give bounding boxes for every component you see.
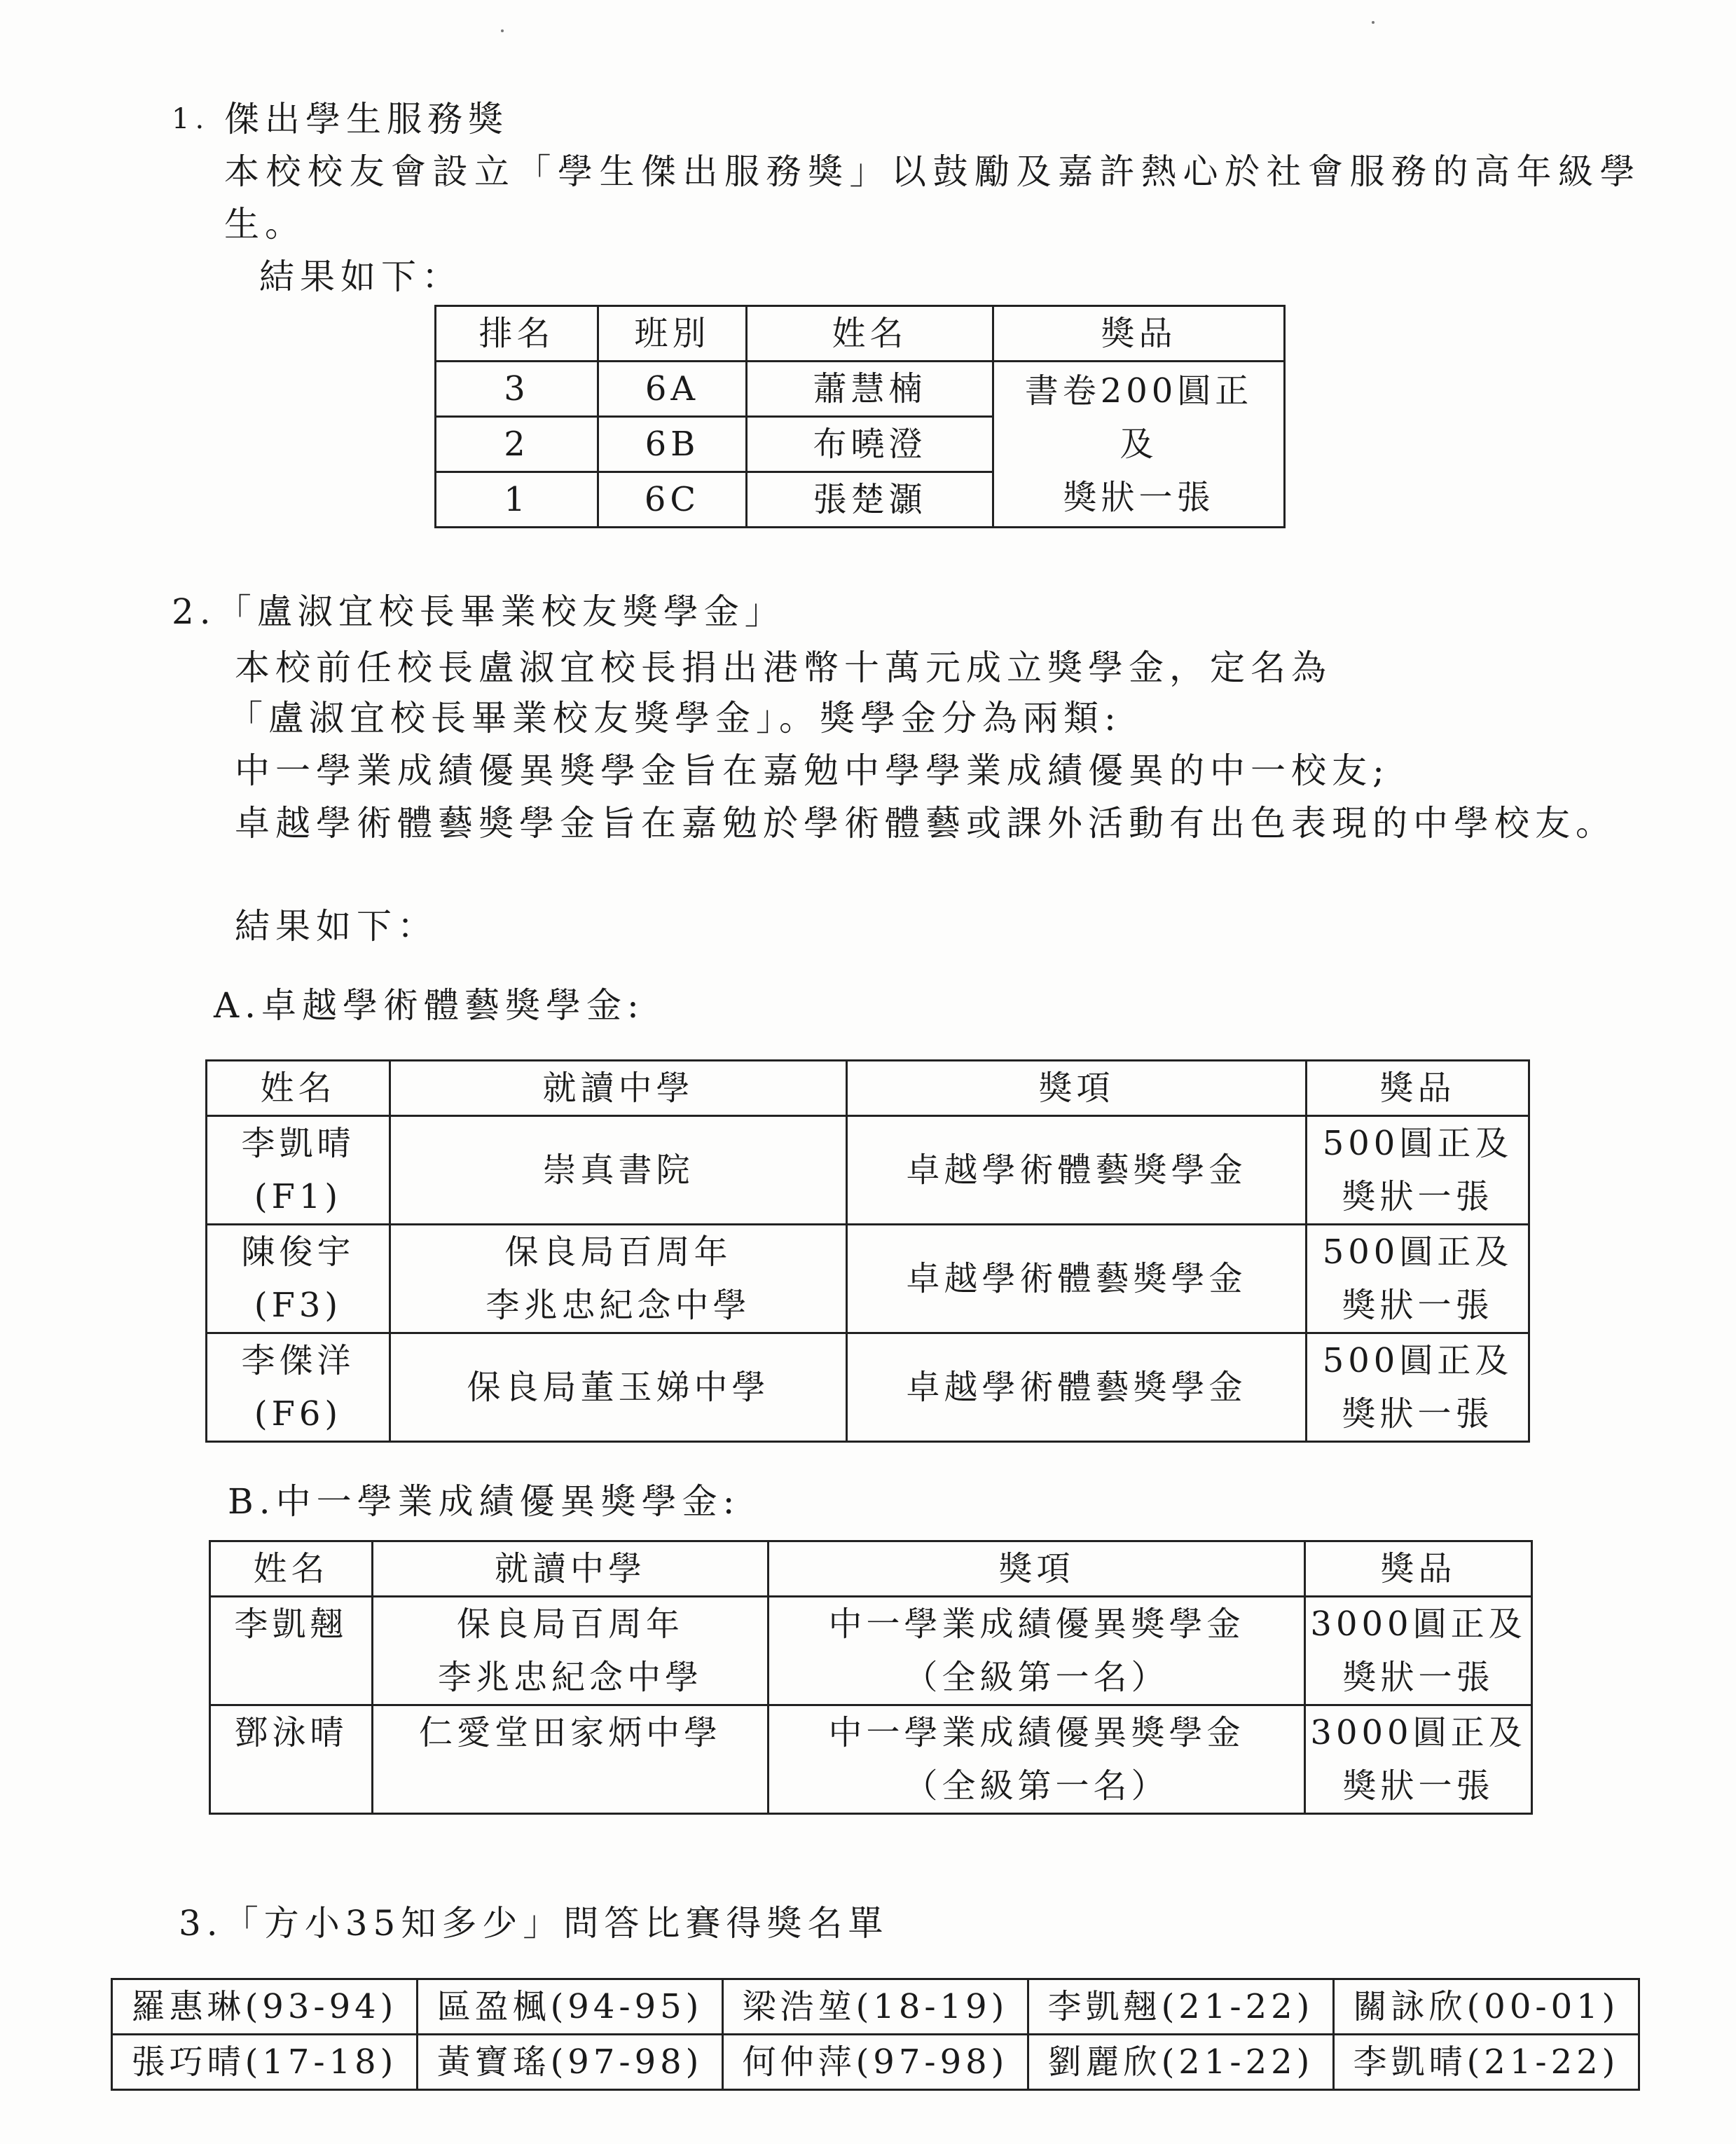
table-row	[207, 1333, 1529, 1442]
header-rank: 排名	[436, 306, 598, 362]
student-name: 李傑洋	[241, 1341, 355, 1380]
prize-line: 獎狀一張	[1063, 478, 1215, 517]
prize-line: 3000圓正及	[1310, 1713, 1527, 1752]
name-cell: 鄧泳晴	[210, 1705, 373, 1814]
prize-line: 獎狀一張	[1342, 1286, 1494, 1325]
header-prize: 獎品	[1305, 1541, 1532, 1597]
winner-cell: 李凱晴(21-22)	[1334, 2035, 1639, 2090]
prize-line: 獎狀一張	[1342, 1177, 1494, 1216]
prize-cell	[1307, 1225, 1529, 1333]
class-cell: 6B	[598, 417, 747, 472]
name-cell: 布曉澄	[747, 417, 993, 472]
section-1-result-label: 結果如下：	[259, 256, 462, 297]
winner-cell: 劉麗欣(21-22)	[1028, 2035, 1334, 2090]
name-cell	[207, 1225, 390, 1333]
school-cell: 仁愛堂田家炳中學	[373, 1705, 769, 1814]
winner-cell: 梁浩堃(18-19)	[723, 1979, 1028, 2035]
header-prize: 獎品	[1307, 1061, 1529, 1116]
prize-cell	[1305, 1597, 1532, 1705]
winner-cell: 關詠欣(00-01)	[1334, 1979, 1639, 2035]
name-cell: 張楚灝	[747, 472, 993, 528]
school-line: 李兆忠紀念中學	[485, 1286, 751, 1325]
table-row	[210, 1705, 1532, 1814]
school-cell	[373, 1597, 769, 1705]
table-row	[112, 1979, 1639, 2035]
table-row	[207, 1225, 1529, 1333]
section-2-title: 2.「盧淑宜校長畢業校友獎學金」	[172, 591, 785, 632]
student-form: (F6)	[254, 1394, 343, 1434]
table-row	[207, 1116, 1529, 1225]
header-name: 姓名	[210, 1541, 373, 1597]
header-school: 就讀中學	[390, 1061, 847, 1116]
table-row	[436, 362, 1285, 417]
header-school: 就讀中學	[373, 1541, 769, 1597]
prize-cell	[1307, 1333, 1529, 1442]
student-form: (F3)	[254, 1286, 343, 1325]
prize-line: 500圓正及	[1322, 1232, 1513, 1272]
award-line: （全級第一名）	[904, 1766, 1169, 1806]
scan-speck	[1372, 21, 1375, 24]
section-2-body-1: 本校前任校長盧淑宜校長捐出港幣十萬元成立獎學金，定名為	[235, 647, 1332, 688]
header-name: 姓名	[207, 1061, 390, 1116]
school-line: 保良局百周年	[504, 1232, 732, 1272]
prize-line: 獎狀一張	[1342, 1658, 1494, 1697]
service-award-table	[434, 305, 1286, 528]
award-line: 中一學業成績優異獎學金	[828, 1713, 1245, 1752]
section-1-body-2: 生。	[224, 204, 305, 245]
student-name: 李凱晴	[241, 1124, 355, 1163]
award-cell: 卓越學術體藝獎學金	[847, 1116, 1307, 1225]
school-line: 保良局百周年	[456, 1604, 684, 1644]
table-header-row	[207, 1061, 1529, 1116]
form-one-scholarship-table	[209, 1540, 1533, 1815]
school-cell: 保良局董玉娣中學	[390, 1333, 847, 1442]
table-header-row	[210, 1541, 1532, 1597]
rank-cell: 3	[436, 362, 598, 417]
school-cell	[390, 1225, 847, 1333]
winner-cell: 黃寶瑤(97-98)	[418, 2035, 723, 2090]
header-award: 獎項	[769, 1541, 1305, 1597]
name-cell: 李凱翹	[210, 1597, 373, 1705]
award-cell	[769, 1597, 1305, 1705]
prize-line: 3000圓正及	[1310, 1604, 1527, 1644]
section-1-body-1: 本校校友會設立「學生傑出服務獎」以鼓勵及嘉許熱心於社會服務的高年級學	[224, 151, 1641, 192]
award-cell: 卓越學術體藝獎學金	[847, 1333, 1307, 1442]
rank-cell: 1	[436, 472, 598, 528]
award-line: （全級第一名）	[904, 1658, 1169, 1697]
school-cell: 崇真書院	[390, 1116, 847, 1225]
award-cell: 卓越學術體藝獎學金	[847, 1225, 1307, 1333]
prize-line: 及	[1120, 425, 1158, 464]
winner-cell: 張巧晴(17-18)	[112, 2035, 418, 2090]
winner-cell: 何仲萍(97-98)	[723, 2035, 1028, 2090]
part-a-title: A.卓越學術體藝獎學金:	[214, 985, 645, 1026]
header-award: 獎項	[847, 1061, 1307, 1116]
prize-line: 獎狀一張	[1342, 1766, 1494, 1806]
academic-arts-scholarship-table	[205, 1059, 1530, 1443]
student-name: 陳俊宇	[241, 1232, 355, 1272]
rank-cell: 2	[436, 417, 598, 472]
header-name: 姓名	[747, 306, 993, 362]
section-3-title: 3.「方小35知多少」問答比賽得獎名單	[179, 1903, 889, 1944]
award-cell	[769, 1705, 1305, 1814]
section-2-body-3: 中一學業成績優異獎學金旨在嘉勉中學學業成績優異的中一校友;	[235, 750, 1390, 791]
header-prize: 獎品	[993, 306, 1285, 362]
winner-cell: 羅惠琳(93-94)	[112, 1979, 418, 2035]
section-2-result-label: 結果如下：	[235, 906, 438, 947]
section-2-body-2: 「盧淑宜校長畢業校友獎學金」。獎學金分為兩類:	[228, 698, 1122, 738]
name-cell: 蕭慧楠	[747, 362, 993, 417]
section-2-body-4: 卓越學術體藝獎學金旨在嘉勉於學術體藝或課外活動有出色表現的中學校友。	[235, 803, 1616, 844]
part-b-title: B.中一學業成績優異獎學金:	[228, 1481, 740, 1522]
section-1-title: 傑出學生服務獎	[224, 99, 509, 139]
student-form: (F1)	[254, 1177, 343, 1216]
name-cell	[207, 1333, 390, 1442]
prize-cell	[1307, 1116, 1529, 1225]
table-header-row	[436, 306, 1285, 362]
scan-speck	[501, 29, 504, 32]
prize-line: 書卷200圓正	[1024, 371, 1253, 411]
prize-cell	[993, 362, 1285, 528]
winner-cell: 區盈楓(94-95)	[418, 1979, 723, 2035]
school-line: 李兆忠紀念中學	[437, 1658, 703, 1697]
class-cell: 6C	[598, 472, 747, 528]
prize-line: 500圓正及	[1322, 1341, 1513, 1380]
section-1-number: 1.	[172, 103, 210, 135]
header-class: 班別	[598, 306, 747, 362]
class-cell: 6A	[598, 362, 747, 417]
winner-cell: 李凱翹(21-22)	[1028, 1979, 1334, 2035]
name-cell	[207, 1116, 390, 1225]
prize-line: 獎狀一張	[1342, 1394, 1494, 1434]
table-row	[112, 2035, 1639, 2090]
quiz-winners-table	[111, 1978, 1640, 2091]
table-row	[210, 1597, 1532, 1705]
prize-line: 500圓正及	[1322, 1124, 1513, 1163]
prize-cell	[1305, 1705, 1532, 1814]
award-line: 中一學業成績優異獎學金	[828, 1604, 1245, 1644]
